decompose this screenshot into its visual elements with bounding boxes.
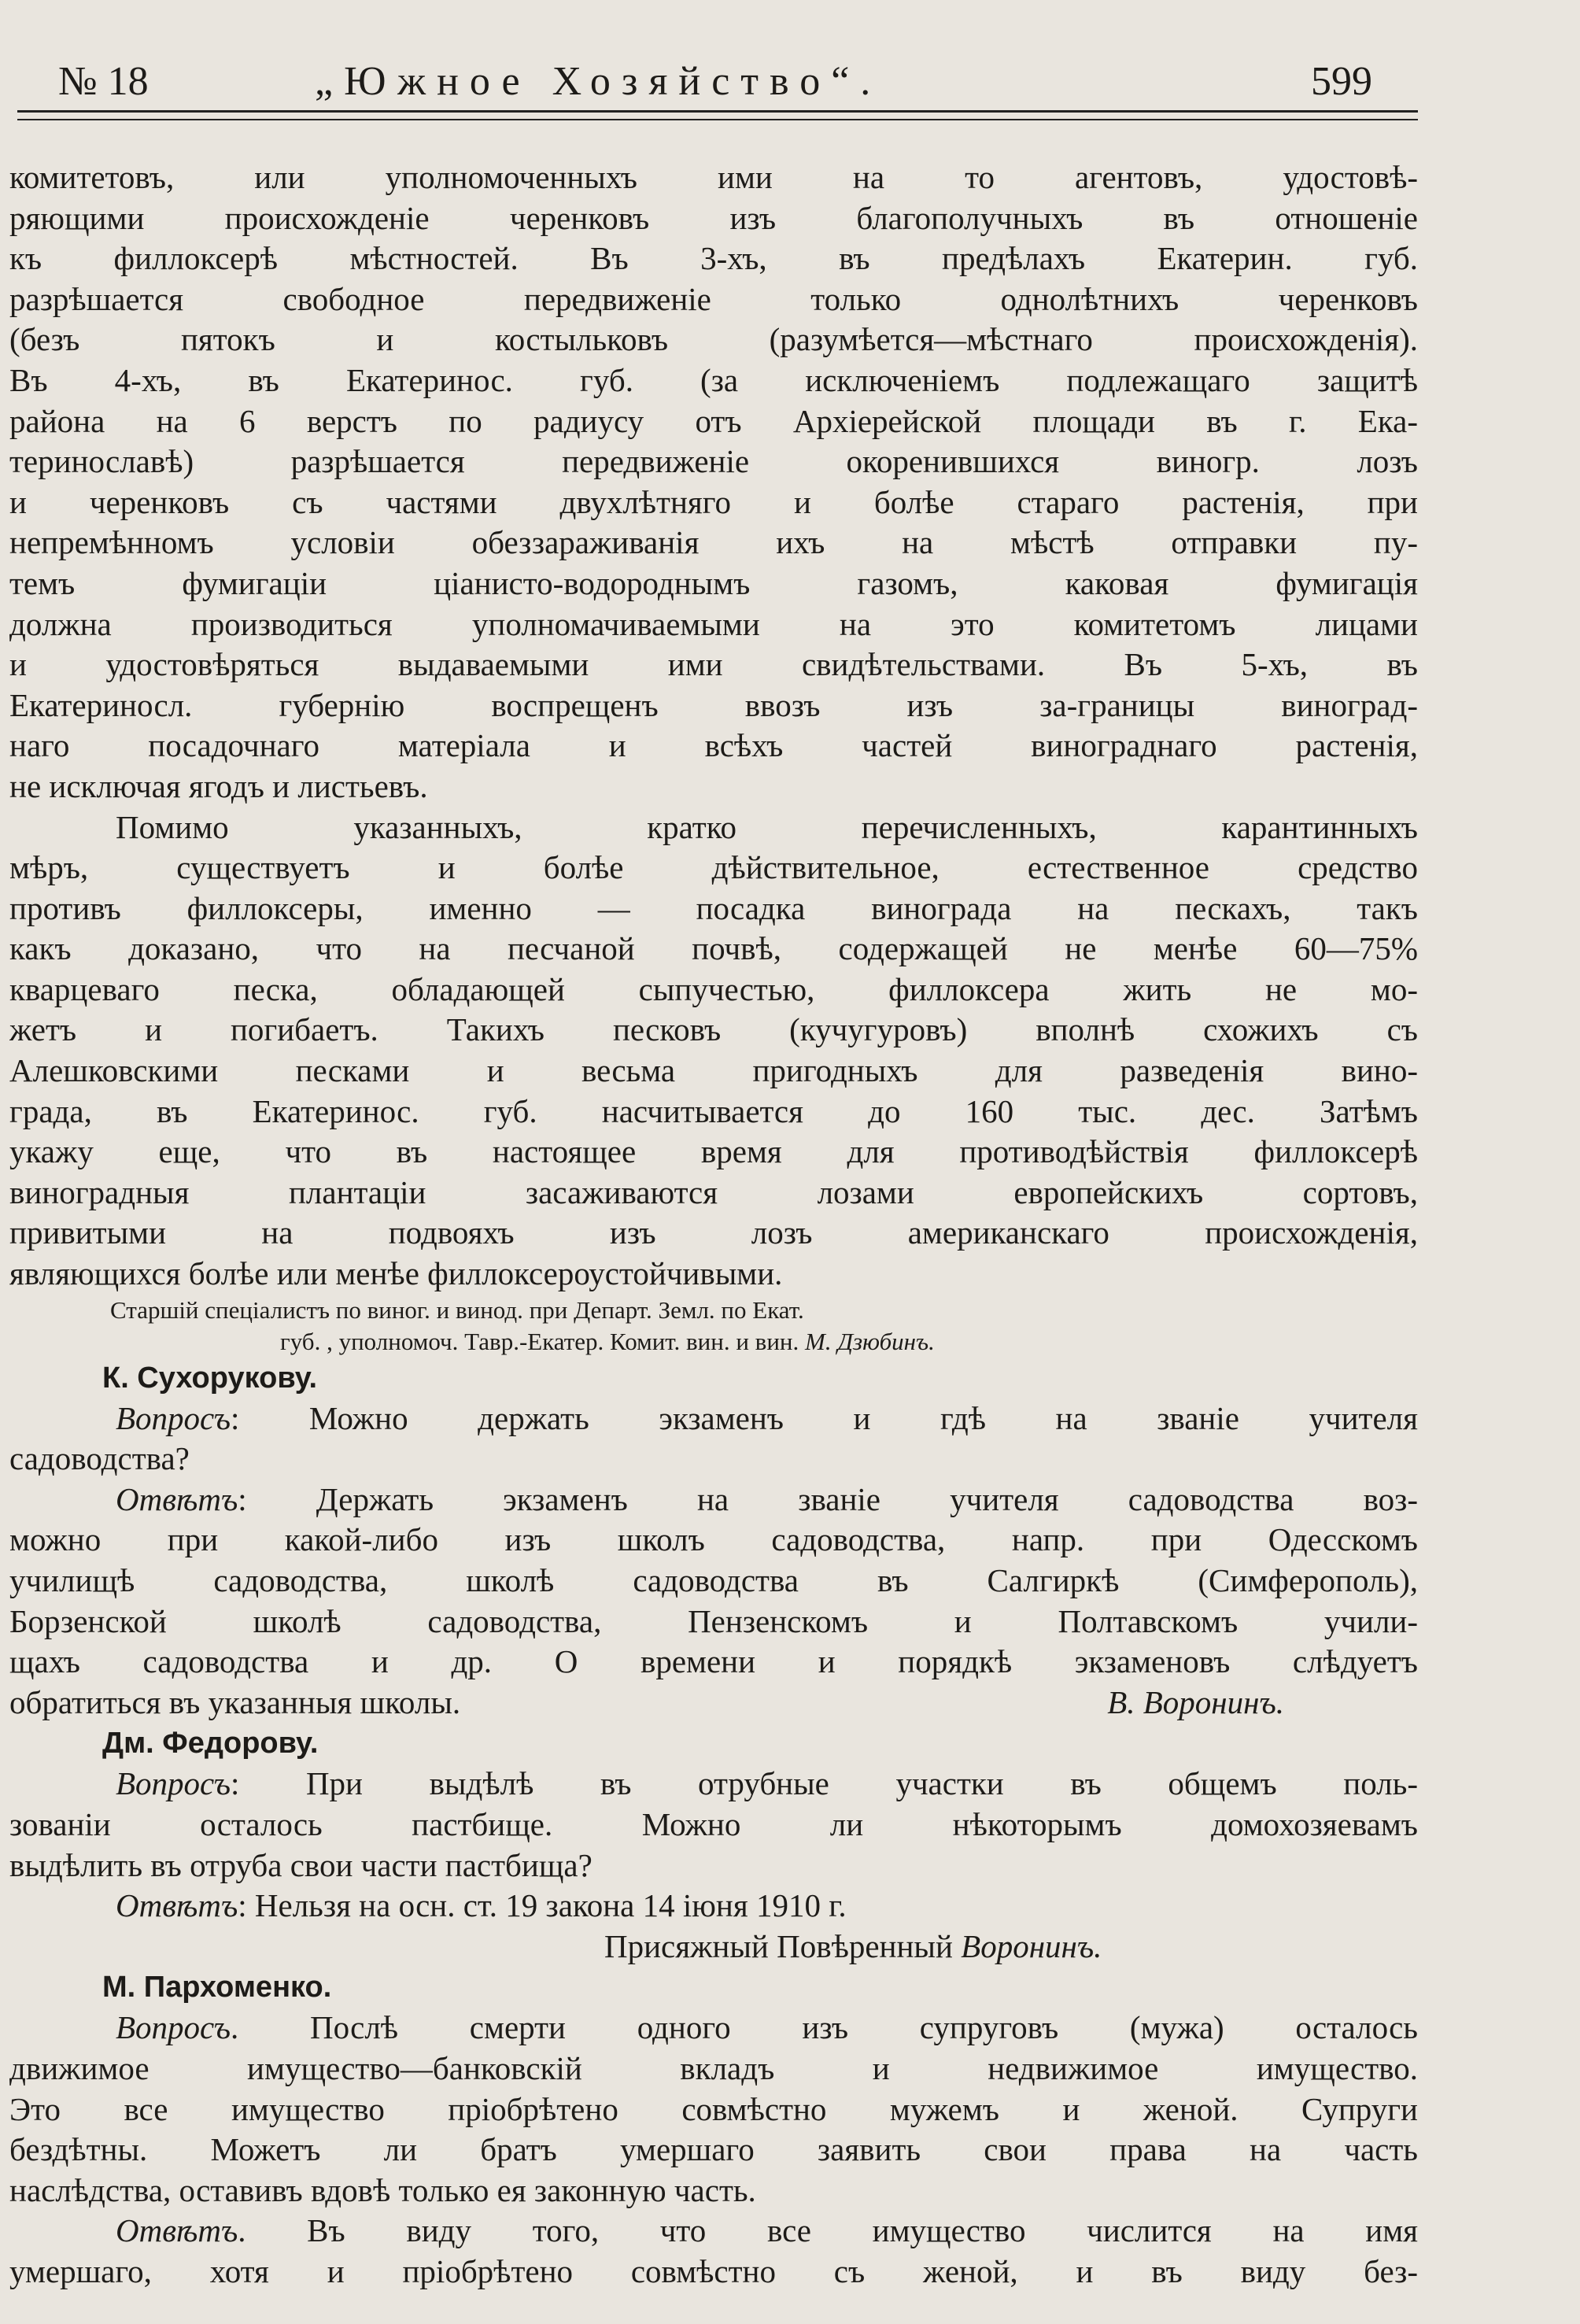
text-line: кварцеваго песка, обладающей сыпучестью, филлоксера жить не мо- <box>9 970 1418 1007</box>
answer-text: Борзенской школѣ садоводства, Пензенскомъ и Полтавскомъ учили- <box>9 1602 1418 1639</box>
question-line: Это все имущество пріобрѣтено совмѣстно мужемъ и женой. Супруги <box>9 2090 1418 2127</box>
header-rule-top <box>17 110 1418 113</box>
answer-line <box>9 1520 1418 1561</box>
signer-line <box>9 1927 1418 1967</box>
text-line: мѣръ, существуетъ и болѣе дѣйствительное, естественное средство <box>9 849 1418 886</box>
signature-line: Старшій спеціалистъ по виног. и винод. при Департ. Земл. по Екат. <box>110 1295 804 1324</box>
question-line: движимое имущество—банковскій вкладъ и недвижимое имущество. <box>9 2049 1418 2086</box>
answer-text: щахъ садоводства и др. О времени и порядкѣ экзаменовъ слѣдуетъ <box>9 1643 1418 1680</box>
page-number: 599 <box>1311 59 1372 104</box>
addressee-name: Дм. Федорову. <box>102 1727 319 1761</box>
answer-text: : Держать экзаменъ на званіе учителя садоводства воз- <box>238 1480 1418 1517</box>
question-text: : Можно держать экзаменъ и гдѣ на званіе учителя <box>230 1399 1418 1436</box>
answer-line <box>9 1642 1418 1683</box>
answer-line <box>9 1683 1418 1724</box>
text-line: разрѣшается свободное передвиженіе только однолѣтнихъ черенковъ <box>9 280 1418 317</box>
addressee-name: М. Пархоменко. <box>102 1971 332 2004</box>
answer-line <box>9 2211 1418 2252</box>
text-line: града, въ Екатеринос. губ. насчитывается до 160 тыс. дес. Затѣмъ <box>9 1092 1418 1129</box>
answer-label: Отвѣтъ <box>116 2212 238 2249</box>
text-line: Въ 4-хъ, въ Екатеринос. губ. (за исключеніемъ подлежащаго защитѣ <box>9 361 1418 398</box>
answer-text: училищѣ садоводства, школѣ садоводства въ Салгиркѣ (Симферополь), <box>9 1562 1418 1598</box>
answer-line <box>9 1561 1418 1602</box>
text-line: района на 6 верстъ по радиусу отъ Архіерейской площади въ г. Ека- <box>9 402 1418 439</box>
answer-line <box>9 2252 1418 2293</box>
question-line: наслѣдства, оставивъ вдовѣ только ея законную часть. <box>9 2171 756 2208</box>
question-line <box>9 2008 1418 2049</box>
answer-signer: В. Воронинъ. <box>1107 1683 1284 1720</box>
text-line: жетъ и погибаетъ. Такихъ песковъ (кучугуровъ) вполнѣ схожихъ съ <box>9 1011 1418 1048</box>
text-line: и черенковъ съ частями двухлѣтняго и болѣе стараго растенія, при <box>9 483 1418 520</box>
text-line: теринославѣ) разрѣшается передвиженіе окоренившихся виногр. лозъ <box>9 443 1418 480</box>
header-rule-bottom <box>17 119 1418 120</box>
text-line: Екатериносл. губернію воспрещенъ ввозъ изъ за-границы виноград- <box>9 686 1418 723</box>
text-line: и удостовѣряться выдаваемыми ими свидѣтельствами. Въ 5-хъ, въ <box>9 646 1418 683</box>
text-line: къ филлоксерѣ мѣстностей. Въ 3-хъ, въ предѣлахъ Екатерин. губ. <box>9 240 1418 277</box>
text-line: темъ фумигаціи ціанисто-водороднымъ газомъ, каковая фумигація <box>9 564 1418 601</box>
answer-text: можно при какой-либо изъ школъ садоводства, напр. при Одесскомъ <box>9 1521 1418 1558</box>
answer-text: обратиться въ указанныя школы. <box>9 1683 461 1720</box>
answer-text: . Въ виду того, что все имущество числится на имя <box>238 2212 1418 2249</box>
text-line: противъ филлоксеры, именно — посадка винограда на пескахъ, такъ <box>9 889 1418 926</box>
text-line: укажу еще, что въ настоящее время для противодѣйствія филлоксерѣ <box>9 1133 1418 1170</box>
question-label: Вопросъ <box>116 2009 231 2046</box>
issue-number: № 18 <box>58 59 149 104</box>
answer-line <box>9 1602 1418 1642</box>
text-line: непремѣнномъ условіи обеззараживанія ихъ на мѣстѣ отправки пу- <box>9 524 1418 561</box>
signature-author: М. Дзюбинъ. <box>805 1327 935 1355</box>
answer-text: умершаго, хотя и пріобрѣтено совмѣстно съ женой, и въ виду без- <box>9 2252 1418 2289</box>
text-line: не исключая ягодъ и листьевъ. <box>9 767 428 804</box>
answer-label: Отвѣтъ <box>116 1480 238 1517</box>
text-line: Помимо указанныхъ, кратко перечисленныхъ, карантинныхъ <box>116 808 1418 845</box>
text-line: наго посадочнаго матеріала и всѣхъ частей винограднаго растенія, <box>9 727 1418 764</box>
question-label: Вопросъ <box>116 1765 231 1802</box>
article-body <box>9 157 1418 2293</box>
text-line: какъ доказано, что на песчаной почвѣ, содержащей не менѣе 60—75% <box>9 930 1418 967</box>
addressee-name: К. Сухорукову. <box>102 1361 318 1395</box>
text-line: (безъ пятокъ и костыльковъ (разумѣется—мѣстнаго происхожденія). <box>9 321 1418 358</box>
answer-label: Отвѣтъ <box>116 1887 238 1924</box>
question-line: выдѣлить въ отруба свои части пастбища? <box>9 1846 592 1883</box>
question-line: бездѣтны. Можетъ ли братъ умершаго заявить свои права на часть <box>9 2131 1418 2168</box>
signer-title: Присяжный Повѣренный <box>604 1927 953 1964</box>
question-line <box>9 1764 1418 1805</box>
question-text: . Послѣ смерти одного изъ супруговъ (мужа) осталось <box>230 2009 1418 2046</box>
answer-line <box>9 1886 1418 1927</box>
text-line: виноградныя плантаціи засаживаются лозами европейскихъ сортовъ, <box>9 1173 1418 1210</box>
text-line: являющихся болѣе или менѣе филлоксероустойчивыми. <box>9 1255 783 1292</box>
journal-title: „Южное Хозяйство“. <box>315 59 882 104</box>
question-line: зованіи осталось пастбище. Можно ли нѣкоторымъ домохозяевамъ <box>9 1805 1418 1842</box>
answer-line <box>9 1480 1418 1520</box>
question-text: : При выдѣлѣ въ отрубные участки въ общемъ поль- <box>230 1765 1418 1802</box>
signature-affiliation: губ. , уполномоч. Тавр.-Екатер. Комит. вин. и вин. <box>280 1327 799 1355</box>
question-label: Вопросъ <box>116 1399 231 1436</box>
text-line: должна производиться уполномачиваемыми на это комитетомъ лицами <box>9 605 1418 642</box>
question-line: садоводства? <box>9 1440 190 1477</box>
text-line: Алешковскими песками и весьма пригодныхъ для разведенія вино- <box>9 1052 1418 1089</box>
text-line: ряющими происхожденіе черенковъ изъ благополучныхъ въ отношеніе <box>9 199 1418 236</box>
text-line: комитетовъ, или уполномоченныхъ ими на то агентовъ, удостовѣ- <box>9 159 1418 195</box>
text-line: привитыми на подвояхъ изъ лозъ американскаго происхожденія, <box>9 1214 1418 1251</box>
answer-signer: Воронинъ. <box>961 1927 1102 1964</box>
question-line <box>9 1398 1418 1439</box>
answer-text: : Нельзя на осн. ст. 19 закона 14 іюня 1910 г. <box>238 1887 847 1924</box>
signature-line <box>9 1326 1418 1358</box>
